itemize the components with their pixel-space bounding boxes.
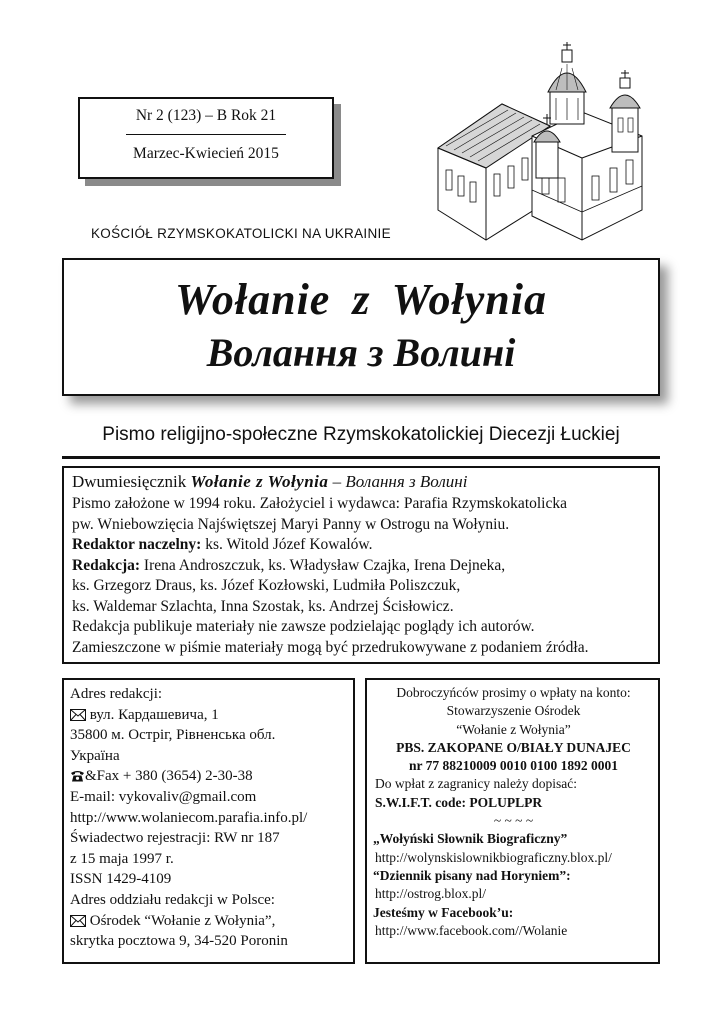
address-street-line	[70, 705, 353, 726]
address-registration-date: z 15 maja 1997 r.	[70, 850, 174, 867]
issue-date: Marzec-Kwiecień 2015	[133, 145, 279, 162]
staff-line	[72, 556, 658, 577]
donation-account: nr 77 88210009 0010 0100 1892 0001	[408, 758, 618, 774]
address-street: вул. Кардашевича, 1	[89, 706, 219, 723]
title-ukrainian: Волання з Волині	[206, 330, 516, 375]
staff-line: ks. Waldemar Szlachta, Inna Szostak, ks. Andrzej Ścisłowicz.	[72, 597, 454, 615]
address-poland-office: Ośrodek “Wołanie z Wołynia”,	[89, 912, 276, 929]
title-polish: Wołanie z Wołynia	[175, 275, 547, 324]
info-head-brand: Wołanie z Wołynia	[190, 472, 329, 491]
info-line: Pismo założone w 1994 roku. Założyciel i wydawca: Parafia Rzymskokatolicka	[72, 495, 567, 512]
donation-separator: ~ ~ ~ ~	[493, 813, 534, 829]
staff-value: Irena Androszczuk, ks. Władysław Czajka, Irena Dejneka,	[143, 556, 506, 574]
address-phone-line	[70, 766, 353, 787]
telephone-icon	[70, 770, 85, 782]
address-phone: &Fax + 380 (3654) 2-30-38	[85, 768, 253, 785]
dictionary-url[interactable]: http://wolynskislownikbiograficzny.blox.pl/	[375, 849, 612, 865]
diary-title: “Dziennik pisany nad Horyniem”:	[373, 867, 571, 883]
address-registration: Świadectwo rejestracji: RW nr 187	[70, 830, 280, 847]
info-head	[72, 471, 658, 493]
dictionary-title: „Wołyński Słownik Biograficzny”	[373, 831, 568, 847]
donation-box	[365, 678, 660, 964]
donation-org1: Stowarzyszenie Ośrodek	[446, 703, 581, 719]
address-poland-office-line	[70, 911, 353, 932]
info-note: Zamieszczone w piśmie materiały mogą być przedrukowywane z podaniem źródła.	[72, 638, 589, 656]
subtitle: Pismo religijno-społeczne Rzymskokatolickiej Diecezji Łuckiej	[102, 424, 620, 445]
issue-box	[78, 97, 334, 179]
info-head-prefix: Dwumiesięcznik	[72, 472, 187, 491]
envelope-icon	[70, 709, 86, 721]
staff-label: Redakcja:	[72, 556, 141, 574]
editor-line	[72, 535, 658, 556]
facebook-url[interactable]: http://www.facebook.com//Wolanie	[375, 922, 568, 938]
address-issn: ISSN 1429-4109	[70, 871, 172, 888]
editor-value: ks. Witold Józef Kowalów.	[205, 536, 373, 553]
address-poland-box: skrytka pocztowa 9, 34-520 Poronin	[70, 933, 288, 950]
title-box	[62, 258, 660, 396]
address-box	[62, 678, 355, 964]
issue-number: Nr 2 (123) – B Rok 21	[135, 107, 277, 124]
diary-url[interactable]: http://ostrog.blox.pl/	[375, 886, 487, 902]
address-label: Adres redakcji:	[70, 686, 163, 702]
donation-bank: PBS. ZAKOPANE O/BIAŁY DUNAJEC	[396, 739, 631, 755]
address-city: 35800 м. Остріг, Рівненська обл.	[70, 727, 276, 744]
address-poland-label: Adres oddziału redakcji w Polsce:	[70, 891, 275, 908]
issue-rule	[126, 134, 286, 135]
address-country: Україна	[70, 747, 120, 764]
facebook-title: Jesteśmy w Facebook’u:	[373, 904, 514, 920]
info-head-suffix: – Волання з Волині	[332, 472, 468, 491]
envelope-icon	[70, 915, 86, 927]
church-illustration	[432, 40, 654, 248]
donation-swift: S.W.I.F.T. code: POLUPLPR	[375, 794, 543, 810]
info-line: pw. Wniebowzięcia Najświętszej Maryi Panny w Ostrogu na Wołyniu.	[72, 515, 510, 533]
donation-abroad: Do wpłat z zagranicy należy dopisać:	[375, 776, 578, 792]
donation-org2: “Wołanie z Wołynia”	[456, 721, 571, 737]
divider	[62, 456, 660, 459]
donation-intro: Dobroczyńców prosimy o wpłaty na konto:	[396, 685, 631, 700]
staff-line: ks. Grzegorz Draus, ks. Józef Kozłowski, Ludmiła Poliszczuk,	[72, 577, 461, 594]
church-line: KOŚCIÓŁ RZYMSKOKATOLICKI NA UKRAINIE	[91, 226, 391, 241]
info-note: Redakcja publikuje materiały nie zawsze podzielając poglądy ich autorów.	[72, 618, 535, 635]
address-website[interactable]: http://www.wolaniecom.parafia.info.pl/	[70, 809, 308, 826]
editor-label: Redaktor naczelny:	[72, 536, 202, 553]
info-box	[62, 466, 660, 664]
address-email[interactable]: E-mail: vykovaliv@gmail.com	[70, 788, 257, 805]
